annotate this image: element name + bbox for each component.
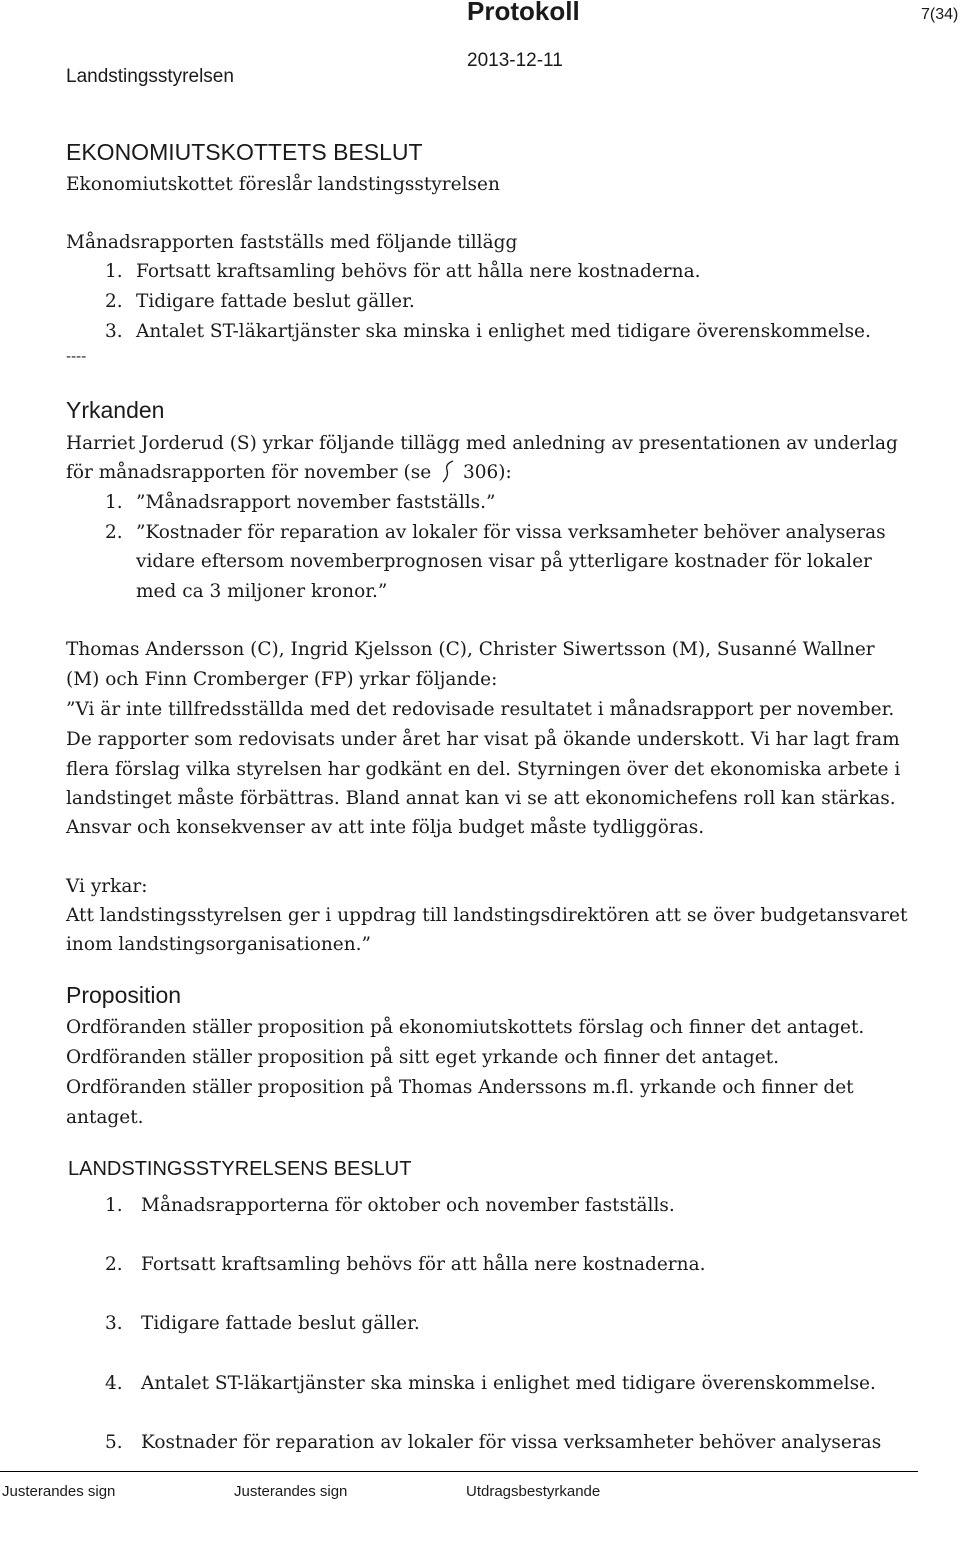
yrkande-thomas-line: ”Vi är inte tillfredsställda med det redovisade resultatet i månadsrapport per november. xyxy=(66,699,895,720)
yrkande-thomas-line: De rapporter som redovisats under året har visat på ökande underskott. Vi har lagt fram xyxy=(66,729,900,750)
eu-item-number: 2. xyxy=(105,291,123,312)
yrkande-thomas-line: Ansvar och konsekvenser av att inte följa budget måste tydliggöras. xyxy=(66,817,705,838)
ls-item-text: Fortsatt kraftsamling behövs för att hålla nere kostnaderna. xyxy=(141,1254,706,1275)
meeting-date: 2013-12-11 xyxy=(467,50,563,71)
signature-rule xyxy=(0,1471,918,1472)
eu-beslut-lead: Månadsrapporten fastställs med följande tillägg xyxy=(66,232,518,253)
proposition-line: antaget. xyxy=(66,1107,144,1128)
yrkanden-heading: Yrkanden xyxy=(66,397,165,423)
organization-name: Landstingsstyrelsen xyxy=(66,66,234,87)
document-title: Protokoll xyxy=(467,0,580,26)
ls-beslut-heading: LANDSTINGSSTYRELSENS BESLUT xyxy=(68,1158,412,1180)
ls-item-text: Kostnader för reparation av lokaler för vissa verksamheter behöver analyseras xyxy=(141,1432,882,1453)
yrkande-harriet-ref-text: för månadsrapporten för november (se xyxy=(66,462,432,483)
ls-item-number: 5. xyxy=(105,1432,123,1453)
proposition-heading: Proposition xyxy=(66,982,182,1008)
yrkande-thomas-line: Thomas Andersson (C), Ingrid Kjelsson (C), Christer Siwertsson (M), Susanné Wallner xyxy=(66,639,875,660)
ls-item-number: 3. xyxy=(105,1313,123,1334)
yrkande-thomas-line: (M) och Finn Cromberger (FP) yrkar följande: xyxy=(66,669,498,690)
proposition-line: Ordföranden ställer proposition på Thomas Anderssons m.fl. yrkande och finner det xyxy=(66,1077,854,1098)
ls-item-number: 1. xyxy=(105,1195,123,1216)
eu-item-text: Fortsatt kraftsamling behövs för att hålla nere kostnaderna. xyxy=(136,261,701,282)
eu-beslut-heading: EKONOMIUTSKOTTETS BESLUT xyxy=(66,139,423,165)
yrkande-item-text: ”Månadsrapport november fastställs.” xyxy=(136,492,496,513)
yrkande-harriet-line xyxy=(66,458,512,488)
ls-item-text: Månadsrapporterna för oktober och november fastställs. xyxy=(141,1195,675,1216)
ls-item-text: Tidigare fattade beslut gäller. xyxy=(141,1313,420,1334)
ls-item-text: Antalet ST-läkartjänster ska minska i enlighet med tidigare överenskommelse. xyxy=(141,1373,876,1394)
eu-item-number: 3. xyxy=(105,321,123,342)
proposition-line: Ordföranden ställer proposition på ekonomiutskottets förslag och finner det antaget. xyxy=(66,1017,865,1038)
eu-item-number: 1. xyxy=(105,261,123,282)
signature-field-1: Justerandes sign xyxy=(2,1483,116,1500)
section-ref-icon xyxy=(441,460,455,484)
page-number: 7(34) xyxy=(921,6,959,23)
proposition-line: Ordföranden ställer proposition på sitt eget yrkande och finner det antaget. xyxy=(66,1047,780,1068)
yrkande-item-text: vidare eftersom novemberprognosen visar på ytterligare kostnader för lokaler xyxy=(136,551,872,572)
yrkande-thomas-line: flera förslag vilka styrelsen har godkänt en del. Styrningen över det ekonomiska arbete i xyxy=(66,759,901,780)
ls-item-number: 2. xyxy=(105,1254,123,1275)
vi-yrkar-line: inom landstingsorganisationen.” xyxy=(66,934,372,955)
yrkande-item-number: 2. xyxy=(105,522,123,543)
eu-item-text: Tidigare fattade beslut gäller. xyxy=(136,291,415,312)
separator: ---- xyxy=(66,347,87,365)
signature-field-2: Justerandes sign xyxy=(234,1483,348,1500)
eu-beslut-intro: Ekonomiutskottet föreslår landstingsstyrelsen xyxy=(66,174,500,195)
yrkande-item-text: ”Kostnader för reparation av lokaler för vissa verksamheter behöver analyseras xyxy=(136,522,886,543)
vi-yrkar-line: Att landstingsstyrelsen ger i uppdrag till landstingsdirektören att se över budgetansvaret xyxy=(66,905,908,926)
yrkande-item-number: 1. xyxy=(105,492,123,513)
yrkande-harriet-line: Harriet Jorderud (S) yrkar följande tillägg med anledning av presentationen av underlag xyxy=(66,433,898,454)
ls-item-number: 4. xyxy=(105,1373,123,1394)
vi-yrkar-line: Vi yrkar: xyxy=(66,876,148,897)
certification-field: Utdragsbestyrkande xyxy=(466,1483,601,1500)
yrkande-thomas-line: landstinget måste förbättras. Bland annat kan vi se att ekonomichefens roll kan stärkas. xyxy=(66,788,896,809)
yrkande-item-text: med ca 3 miljoner kronor.” xyxy=(136,581,388,602)
eu-item-text: Antalet ST-läkartjänster ska minska i enlighet med tidigare överenskommelse. xyxy=(136,321,871,342)
yrkande-harriet-ref-number: 306): xyxy=(462,462,512,483)
